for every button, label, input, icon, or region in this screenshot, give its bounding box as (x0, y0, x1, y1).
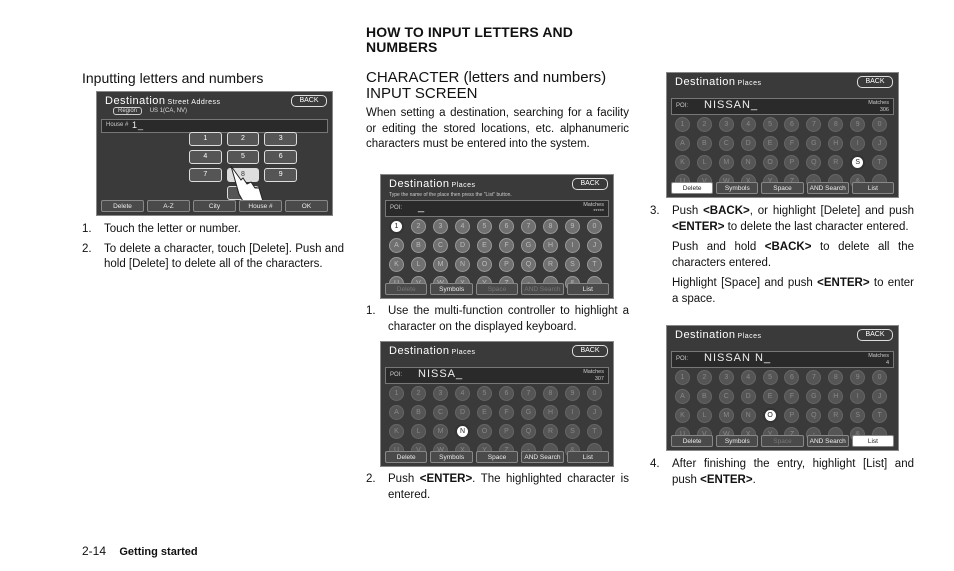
and-search-button[interactable]: AND Search (521, 283, 563, 295)
page-heading: HOW TO INPUT LETTERS AND NUMBERS (366, 24, 573, 55)
keyboard-key[interactable]: S (565, 257, 580, 272)
keyboard-key[interactable]: R (828, 408, 843, 423)
and-search-button[interactable]: AND Search (807, 182, 849, 194)
keyboard-key[interactable]: P (499, 257, 514, 272)
function-bar (385, 451, 609, 463)
keyboard-key[interactable]: 1 (389, 219, 404, 234)
keyboard-key[interactable]: 3 (433, 219, 448, 234)
keyboard-key[interactable]: N (455, 424, 470, 439)
keyboard-key[interactable]: 4 (455, 219, 470, 234)
keyboard-key[interactable]: 7 (806, 370, 821, 385)
keyboard-key[interactable]: K (389, 257, 404, 272)
keyboard-key[interactable]: 6 (784, 370, 799, 385)
keyboard-key[interactable]: 0 (587, 219, 602, 234)
keyboard-key[interactable]: L (697, 155, 712, 170)
space-button[interactable]: Space (761, 182, 803, 194)
keyboard-key[interactable]: 2 (697, 117, 712, 132)
keyboard-key[interactable]: G (521, 238, 536, 253)
keyboard-key[interactable]: 0 (872, 117, 887, 132)
keyboard-key[interactable]: Q (521, 257, 536, 272)
back-button[interactable]: BACK (572, 345, 608, 357)
keyboard-key[interactable]: 1 (389, 386, 404, 401)
keyboard-key[interactable]: I (565, 405, 580, 420)
keyboard-key[interactable]: 5 (763, 370, 778, 385)
list-item: 2. To delete a character, touch [Delete]. Push and hold [Delete] to delete all of the characters. (82, 242, 344, 270)
keyboard-key[interactable]: L (411, 424, 426, 439)
list-button[interactable]: List (852, 182, 894, 194)
keyboard-key[interactable]: L (697, 408, 712, 423)
region-label: Region (113, 107, 142, 115)
keyboard-key[interactable]: L (411, 257, 426, 272)
keyboard-key[interactable]: H (543, 405, 558, 420)
back-button[interactable]: BACK (572, 178, 608, 190)
keyboard-key[interactable]: H (543, 238, 558, 253)
col1-steps (82, 222, 344, 273)
delete-button[interactable]: Delete (101, 200, 144, 212)
section-title: Inputting letters and numbers (82, 70, 264, 86)
region-row (101, 108, 327, 116)
character-keyboard (389, 219, 605, 291)
keyboard-key[interactable]: C (719, 136, 734, 151)
keyboard-key[interactable]: 3 (719, 370, 734, 385)
key-5[interactable]: 5 (227, 150, 260, 164)
keyboard-key[interactable]: 7 (806, 117, 821, 132)
intro-paragraph: When setting a destination, searching for a facility or editing the stored locations, etc. alphanumeric characters must be entered into the system. (366, 107, 629, 150)
places-screen-nissa (380, 341, 614, 467)
key-1[interactable]: 1 (189, 132, 222, 146)
region-value: US 1(CA, NV) (149, 108, 188, 114)
keyboard-key[interactable]: J (872, 136, 887, 151)
keyboard-key[interactable]: E (763, 389, 778, 404)
keyboard-key[interactable]: 5 (477, 219, 492, 234)
function-bar (385, 283, 609, 295)
keyboard-key[interactable]: A (389, 238, 404, 253)
keyboard-key[interactable]: C (433, 238, 448, 253)
keyboard-key[interactable]: G (806, 389, 821, 404)
keyboard-key[interactable]: 1 (675, 117, 690, 132)
ok-button[interactable]: OK (285, 200, 328, 212)
keyboard-key[interactable]: C (433, 405, 448, 420)
keyboard-key[interactable]: O (477, 257, 492, 272)
sub-heading: CHARACTER (letters and numbers) INPUT SCREEN (366, 69, 607, 102)
places-screen-empty (380, 174, 614, 299)
keyboard-key[interactable]: E (763, 136, 778, 151)
keyboard-key[interactable]: O (763, 408, 778, 423)
keyboard-key[interactable]: 9 (565, 219, 580, 234)
key-6[interactable]: 6 (264, 150, 297, 164)
screen-title: Destination Street Address (105, 95, 221, 107)
function-bar (671, 435, 894, 447)
keyboard-key[interactable]: 5 (763, 117, 778, 132)
keyboard-key[interactable]: 9 (850, 117, 865, 132)
places-screen-nissan (666, 72, 899, 198)
keyboard-key[interactable]: 3 (719, 117, 734, 132)
symbols-button[interactable]: Symbols (716, 182, 758, 194)
keyboard-key[interactable]: 8 (828, 117, 843, 132)
col2-step2 (366, 472, 629, 503)
keyboard-key[interactable]: 2 (697, 370, 712, 385)
keyboard-key[interactable]: A (675, 389, 690, 404)
keyboard-key[interactable]: F (499, 238, 514, 253)
delete-button[interactable]: Delete (671, 435, 713, 447)
keyboard-key[interactable]: B (411, 405, 426, 420)
back-button[interactable]: BACK (291, 95, 327, 107)
keyboard-key[interactable]: E (477, 238, 492, 253)
keyboard-key[interactable]: S (850, 408, 865, 423)
keyboard-key[interactable]: F (784, 389, 799, 404)
keyboard-key[interactable]: 4 (741, 117, 756, 132)
list-item: 4. After finishing the entry, highlight [List] and push <ENTER>. (650, 458, 914, 486)
key-7[interactable]: 7 (189, 168, 222, 182)
keyboard-key[interactable]: A (389, 405, 404, 420)
keyboard-key[interactable]: 9 (565, 386, 580, 401)
keyboard-key[interactable]: C (719, 389, 734, 404)
keyboard-key[interactable]: M (433, 424, 448, 439)
character-keyboard (675, 117, 890, 189)
list-item: 1. Touch the letter or number. (82, 223, 241, 235)
back-button[interactable]: BACK (857, 76, 893, 88)
key-8[interactable]: 8 (227, 168, 260, 182)
keyboard-key[interactable]: J (872, 389, 887, 404)
keyboard-key[interactable]: N (455, 257, 470, 272)
delete-button[interactable]: Delete (385, 283, 427, 295)
key-9[interactable]: 9 (264, 168, 297, 182)
keyboard-key[interactable]: 7 (521, 386, 536, 401)
poi-field[interactable]: POI: NISSAN_ Matches 306 (671, 98, 894, 115)
page-number: 2-14 (82, 544, 107, 558)
house-number-field[interactable]: House # 1_ (101, 119, 328, 133)
keyboard-key[interactable]: B (697, 136, 712, 151)
keyboard-key[interactable]: S (565, 424, 580, 439)
keyboard-key[interactable]: B (411, 238, 426, 253)
keyboard-key[interactable]: 0 (872, 370, 887, 385)
keyboard-key[interactable]: H (828, 389, 843, 404)
symbols-button[interactable]: Symbols (430, 283, 472, 295)
poi-field[interactable]: POI: NISSAN N_ Matches 4 (671, 351, 894, 368)
street-address-screen (96, 91, 333, 216)
keyboard-key[interactable]: S (850, 155, 865, 170)
function-bar (671, 182, 894, 194)
space-button[interactable]: Space (476, 283, 518, 295)
keyboard-key[interactable]: I (850, 136, 865, 151)
step3-note-hold: Push and hold <BACK> to delete all the characters entered. (672, 241, 914, 269)
and-search-button[interactable]: AND Search (807, 435, 849, 447)
keyboard-key[interactable]: I (850, 389, 865, 404)
keyboard-key[interactable]: M (719, 155, 734, 170)
places-screen-nissan-n (666, 325, 899, 451)
character-keyboard (389, 386, 605, 458)
keyboard-key[interactable]: P (784, 155, 799, 170)
keyboard-key[interactable]: 2 (411, 219, 426, 234)
keyboard-key[interactable]: 8 (543, 219, 558, 234)
step3-note-space: Highlight [Space] and push <ENTER> to enter a space. (672, 277, 914, 305)
keyboard-key[interactable]: 4 (455, 386, 470, 401)
list-item: 1. Use the multi-function controller to highlight a character on the displayed keyboard. (366, 305, 629, 333)
and-search-button[interactable]: AND Search (521, 451, 563, 463)
space-button[interactable]: Space (761, 435, 803, 447)
function-bar (101, 200, 328, 212)
keyboard-key[interactable]: 6 (784, 117, 799, 132)
list-button[interactable]: List (852, 435, 894, 447)
keyboard-key[interactable]: R (543, 257, 558, 272)
section-name: Getting started (119, 546, 198, 558)
space-button[interactable]: Space (476, 451, 518, 463)
screen-title: Destination Places (675, 76, 762, 88)
symbols-button[interactable]: Symbols (430, 451, 472, 463)
keyboard-key[interactable]: T (872, 408, 887, 423)
keyboard-key[interactable]: D (455, 405, 470, 420)
keyboard-key[interactable]: F (784, 136, 799, 151)
keyboard-key[interactable]: 5 (477, 386, 492, 401)
keyboard-key[interactable]: A (675, 136, 690, 151)
symbols-button[interactable]: Symbols (716, 435, 758, 447)
keyboard-key[interactable]: K (675, 408, 690, 423)
keyboard-key[interactable]: J (587, 238, 602, 253)
keyboard-key[interactable]: D (741, 389, 756, 404)
keyboard-key[interactable]: H (828, 136, 843, 151)
poi-field[interactable]: POI: NISSA_ Matches 307 (385, 367, 609, 384)
keyboard-key[interactable]: 0 (587, 386, 602, 401)
col3-step4 (650, 457, 914, 488)
keyboard-key[interactable]: R (828, 155, 843, 170)
keyboard-key[interactable]: 4 (741, 370, 756, 385)
key-4[interactable]: 4 (189, 150, 222, 164)
keyboard-key[interactable]: E (477, 405, 492, 420)
delete-button[interactable]: Delete (385, 451, 427, 463)
page-footer (82, 544, 198, 558)
a-z-button[interactable]: A-Z (147, 200, 190, 212)
hint-text: Type the name of the place then press the "List" button. (389, 192, 512, 198)
screen-title: Destination Places (675, 329, 762, 341)
keyboard-key[interactable]: P (784, 408, 799, 423)
key-2[interactable]: 2 (227, 132, 260, 146)
keyboard-key[interactable]: K (389, 424, 404, 439)
city-button[interactable]: City (193, 200, 236, 212)
key-3[interactable]: 3 (264, 132, 297, 146)
keyboard-key[interactable]: 8 (543, 386, 558, 401)
keyboard-key[interactable]: D (455, 238, 470, 253)
house-number-button[interactable]: House # (239, 200, 282, 212)
col3-step3 (650, 204, 914, 307)
col2-step1 (366, 304, 629, 335)
keyboard-key[interactable]: T (587, 257, 602, 272)
keyboard-key[interactable]: I (565, 238, 580, 253)
delete-button[interactable]: Delete (671, 182, 713, 194)
keyboard-key[interactable]: N (741, 408, 756, 423)
keyboard-key[interactable]: 9 (850, 370, 865, 385)
keyboard-key[interactable]: 3 (433, 386, 448, 401)
list-button[interactable]: List (567, 451, 609, 463)
keyboard-key[interactable]: 8 (828, 370, 843, 385)
keyboard-key[interactable]: Q (521, 424, 536, 439)
back-button[interactable]: BACK (857, 329, 893, 341)
keyboard-key[interactable]: 6 (499, 386, 514, 401)
keyboard-key[interactable]: P (499, 424, 514, 439)
keyboard-key[interactable]: N (741, 155, 756, 170)
keyboard-key[interactable]: O (763, 155, 778, 170)
list-item: 3. Push <BACK>, or highlight [Delete] and push <ENTER> to delete the last character entered. (650, 205, 914, 233)
keyboard-key[interactable]: 1 (675, 370, 690, 385)
screen-title: Destination Places (389, 178, 476, 190)
keyboard-key[interactable]: M (719, 408, 734, 423)
keyboard-key[interactable]: M (433, 257, 448, 272)
keyboard-key[interactable]: T (587, 424, 602, 439)
screen-title: Destination Places (389, 345, 476, 357)
keyboard-key[interactable]: O (477, 424, 492, 439)
keyboard-key[interactable]: T (872, 155, 887, 170)
keyboard-key[interactable]: Q (806, 155, 821, 170)
keyboard-key[interactable]: J (587, 405, 602, 420)
character-keyboard (675, 370, 890, 442)
keyboard-key[interactable]: 7 (521, 219, 536, 234)
keyboard-key[interactable]: B (697, 389, 712, 404)
keyboard-key[interactable]: 2 (411, 386, 426, 401)
keyboard-key[interactable]: G (521, 405, 536, 420)
keyboard-key[interactable]: G (806, 136, 821, 151)
list-item: 2. Push <ENTER>. The highlighted character is entered. (366, 473, 629, 501)
keyboard-key[interactable]: D (741, 136, 756, 151)
keyboard-key[interactable]: R (543, 424, 558, 439)
keyboard-key[interactable]: 6 (499, 219, 514, 234)
keyboard-key[interactable]: K (675, 155, 690, 170)
list-button[interactable]: List (567, 283, 609, 295)
keyboard-key[interactable]: Q (806, 408, 821, 423)
keyboard-key[interactable]: F (499, 405, 514, 420)
poi-field[interactable]: POI: _ Matches ***** (385, 200, 609, 217)
